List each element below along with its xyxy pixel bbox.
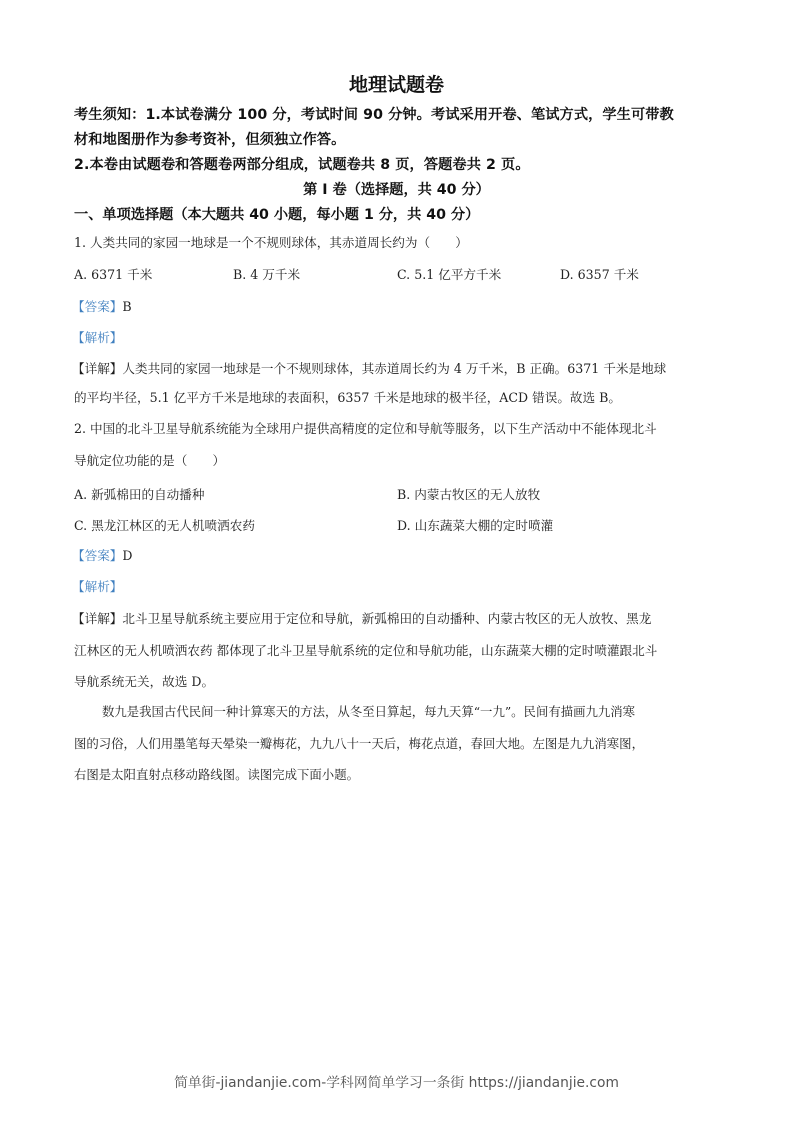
analysis-label: 【解析】 bbox=[72, 579, 123, 594]
detail-line-1: 【详解】北斗卫星导航系统主要应用于定位和导航，新弧棉田的自动播种、内蒙古牧区的无人放牧、黑龙 bbox=[72, 611, 652, 626]
question-stem: 1. 人类共同的家园一地球是一个不规则球体，其赤道周长约为（ ） bbox=[74, 235, 468, 250]
footer-watermark: 简单街-jiandanjie.com-学科网简单学习一条街 https://jiandanjie.com bbox=[174, 1075, 619, 1091]
answer-value: D bbox=[122, 548, 133, 563]
question-stem-line-2: 导航定位功能的是（ ） bbox=[74, 453, 226, 468]
option-a: A. 新弧棉田的自动播种 bbox=[74, 487, 205, 502]
analysis-label: 【解析】 bbox=[72, 330, 123, 345]
option-d: D. 山东蔬菜大棚的定时喷灌 bbox=[397, 518, 554, 533]
passage-line-3: 右图是太阳直射点移动路线图。读图完成下面小题。 bbox=[74, 767, 359, 782]
notice-line-1: 考生须知：1.本试卷满分 100 分，考试时间 90 分钟。考试采用开卷、笔试方式，学生可带教 bbox=[74, 107, 674, 123]
notice-line-3: 2.本卷由试题卷和答题卷两部分组成，试题卷共 8 页，答题卷共 2 页。 bbox=[74, 157, 530, 173]
question-stem-line-1: 2. 中国的北斗卫星导航系统能为全球用户提供高精度的定位和导航等服务，以下生产活动中不能体现北斗 bbox=[74, 421, 657, 436]
option-c: C. 黑龙江林区的无人机喷洒农药 bbox=[74, 518, 255, 533]
detail-line-3: 导航系统无关，故选 D。 bbox=[74, 674, 215, 689]
answer-value: B bbox=[122, 299, 132, 314]
analysis-row bbox=[72, 327, 122, 346]
notice-line-2: 材和地图册作为参考资补，但须独立作答。 bbox=[74, 132, 346, 148]
option-d: D. 6357 千米 bbox=[560, 267, 639, 282]
detail-line-1: 【详解】人类共同的家园一地球是一个不规则球体，其赤道周长约为 4 万千米，B 正确。6371 千米是地球 bbox=[72, 361, 667, 376]
answer-label: 【答案】 bbox=[72, 299, 123, 314]
option-b: B. 4 万千米 bbox=[233, 267, 301, 282]
option-a: A. 6371 千米 bbox=[74, 267, 153, 282]
passage-line-2: 图的习俗，人们用墨笔每天晕染一瓣梅花，九九八十一天后，梅花点道，春回大地。左图是九九消寒图， bbox=[74, 736, 644, 751]
passage-line-1: 数九是我国古代民间一种计算寒天的方法，从冬至日算起，每九天算“一九”。民间有描画九九消寒 bbox=[102, 704, 636, 719]
detail-line-2: 的平均半径，5.1 亿平方千米是地球的表面积，6357 千米是地球的极半径，ACD 错误。故选 B。 bbox=[74, 390, 621, 405]
detail-label: 【详解】 bbox=[72, 361, 123, 376]
page-title: 地理试题卷 bbox=[348, 74, 444, 96]
answer-row bbox=[72, 545, 132, 564]
detail-label: 【详解】 bbox=[72, 611, 123, 626]
volume-heading: 第 I 卷（选择题，共 40 分） bbox=[303, 182, 490, 198]
option-c: C. 5.1 亿平方千米 bbox=[397, 267, 502, 282]
answer-label: 【答案】 bbox=[72, 548, 123, 563]
analysis-row bbox=[72, 576, 122, 595]
part-heading: 一、单项选择题（本大题共 40 小题，每小题 1 分，共 40 分） bbox=[74, 207, 480, 223]
answer-row bbox=[72, 296, 132, 315]
option-b: B. 内蒙古牧区的无人放牧 bbox=[397, 487, 541, 502]
detail-line-2: 江林区的无人机喷洒农药 都体现了北斗卫星导航系统的定位和导航功能，山东蔬菜大棚的定时喷灌跟北斗 bbox=[74, 643, 658, 658]
